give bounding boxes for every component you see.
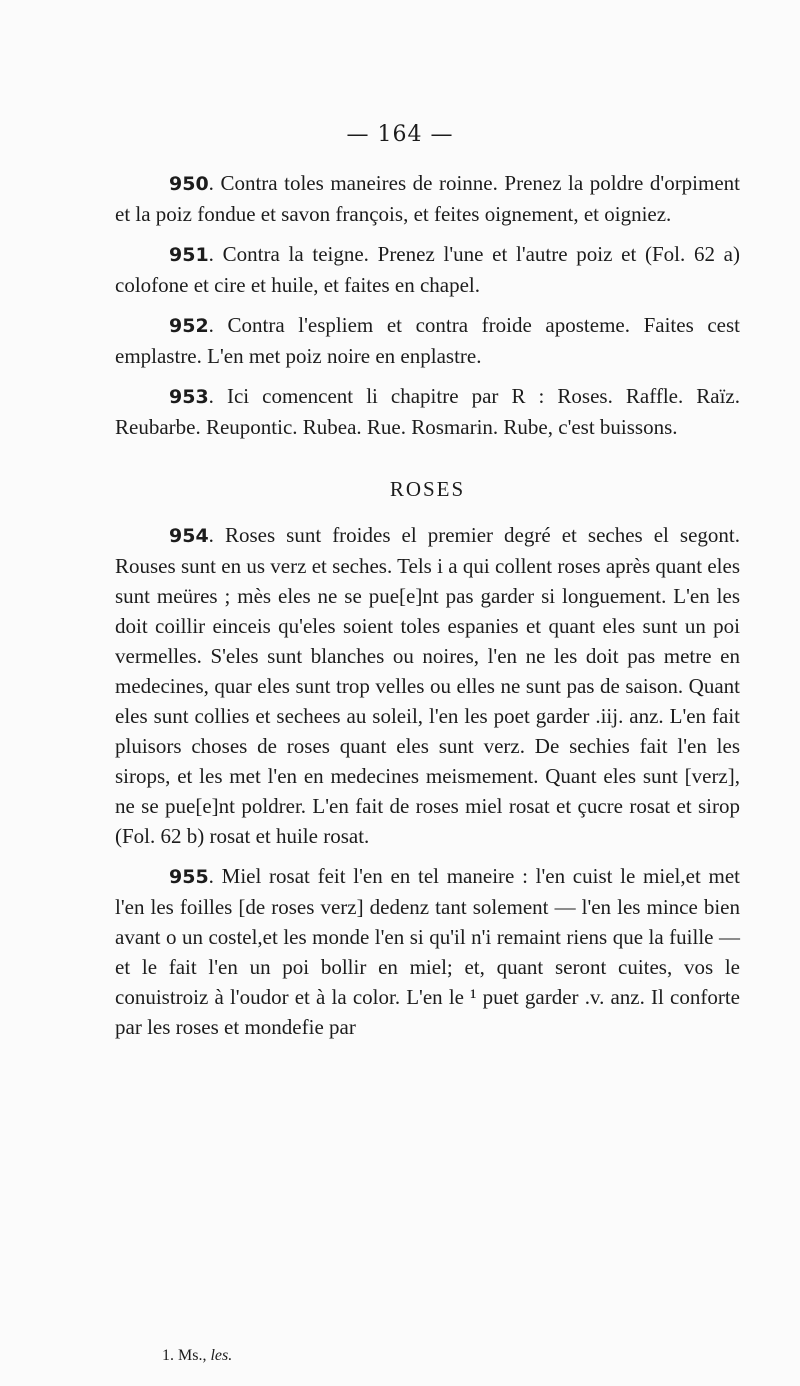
body-text [115,168,740,1052]
footnote-marker: 1. Ms., [162,1347,207,1364]
paragraph-954: 954. Roses sunt froides el premier degré et seches el segont. Rouses sunt en us verz et seches. Tels i a qui collent roses après quant eles sunt meüres ; mès eles ne se pue[e]nt pas garder si longuement. L'en les doit coillir einceis qu'eles soient toles espanies et quant eles sunt un poi vermelles. S'eles sunt blanches ou noires, l'en ne les doit pas metre en medecines, quar eles sunt trop velles ou elles ne sunt pas de saison. Quant eles sunt collies et sechees au soleil, l'en les poet garder .iij. anz. L'en fait pluisors choses de roses quant eles sunt verz. De sechies fait l'en les sirops, et les met l'en en medecines meismement. Quant eles sunt [verz], ne se pue[e]nt poldrer. L'en fait de roses miel rosat et çucre rosat et sirop (Fol. 62 b) rosat et huile rosat. [115,523,740,848]
section-title: ROSES [389,477,466,501]
footnote [162,1347,232,1365]
paragraph-number: 951 [169,244,209,266]
paragraph-number: 950 [169,173,209,195]
paragraph-text: Roses sunt froides el premier degré et seches el segont. Rouses sunt en us verz et seches. Tels i a qui collent roses après quant eles sunt meüres ; mès eles ne se pue[e]nt pas garder si longuement. L'en les doit coillir einceis qu'eles soient toles espanies et quant eles sunt un poi vermelles. S'eles sunt blanches ou noires, l'en ne les doit pas metre en medecines, quar eles sunt trop velles ou elles ne sunt pas de saison. Quant eles sunt collies et sechees au soleil, l'en les poet garder .iij. anz. L'en fait pluisors choses de roses quant eles sunt verz. De sechies fait l'en les sirops, et les met l'en en medecines meismement. Quant eles sunt [verz], ne se pue[e]nt poldrer. L'en fait de roses miel rosat et çucre rosat et sirop (Fol. 62 b) rosat et huile rosat. [115,523,740,848]
paragraph-text: Miel rosat feit l'en en tel maneire : l'en cuist le miel,et met l'en les foilles [de roses verz] dedenz tant solement — l'en les mince bien avant o un costel,et les monde l'en si qu'il n'i remaint riens que la fuille — et le fait l'en un poi bollir en miel; et, quant seront cuites, vos le conuistroiz à l'oudor et à la color. L'en le ¹ puet garder .v. anz. Il conforte par les roses et mondefie par [115,864,741,1039]
paragraph-number: 953 [169,386,209,408]
paragraph-text: Contra la teigne. Prenez l'une et l'autre poiz et (Fol. 62 a) colofone et cire et huile, et faites en chapel. [115,242,741,297]
paragraph-953: 953. Ici comencent li chapitre par R : Roses. Raffle. Raïz. Reubarbe. Reupontic. Rubea. Rue. Rosmarin. Rube, c'est buissons. [115,384,741,439]
paragraph-number: 954 [169,525,209,547]
paragraph-text: Contra toles maneires de roinne. Prenez la poldre d'orpiment et la poiz fondue et savon françois, et feites oignement, et oigniez. [115,171,741,226]
paragraph-number: 952 [169,315,209,337]
paragraph-955: 955. Miel rosat feit l'en en tel maneire : l'en cuist le miel,et met l'en les foilles [de roses verz] dedenz tant solement — l'en les mince bien avant o un costel,et les monde l'en si qu'il n'i remaint riens que la fuille — et le fait l'en un poi bollir en miel; et, quant seront cuites, vos le conuistroiz à l'oudor et à la color. L'en le ¹ puet garder .v. anz. Il conforte par les roses et mondefie par [115,864,741,1039]
paragraph-950: 950. Contra toles maneires de roinne. Prenez la poldre d'orpiment et la poiz fondue et savon françois, et feites oignement, et oigniez. [115,171,741,226]
paragraph-951: 951. Contra la teigne. Prenez l'une et l'autre poiz et (Fol. 62 a) colofone et cire et huile, et faites en chapel. [115,242,741,297]
page-number: — 164 — [346,122,454,147]
paragraph-text: Ici comencent li chapitre par R : Roses. Raffle. Raïz. Reubarbe. Reupontic. Rubea. Rue. Rosmarin. Rube, c'est buissons. [115,384,741,439]
paragraph-number: 955 [169,866,209,888]
paragraph-952: 952. Contra l'espliem et contra froide aposteme. Faites cest emplastre. L'en met poiz noire en enplastre. [115,313,740,368]
paragraph-text: Contra l'espliem et contra froide aposteme. Faites cest emplastre. L'en met poiz noire en enplastre. [115,313,740,368]
footnote-text: les. [210,1347,233,1364]
